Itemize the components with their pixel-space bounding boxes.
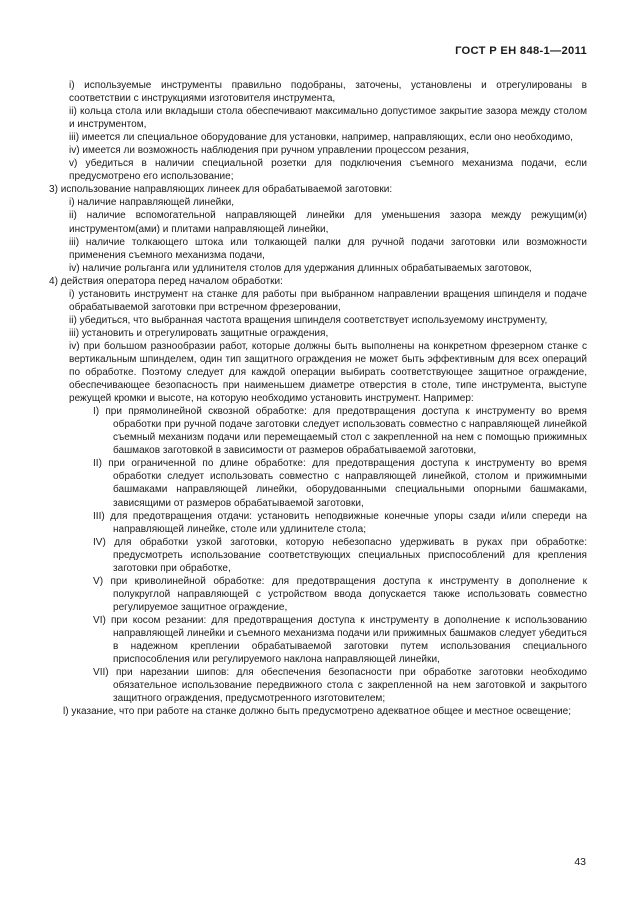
paragraph: iv) наличие рольганга или удлинителя столов для удержания длинных обрабатываемых заготовок,	[69, 262, 532, 274]
paragraph: I) при прямолинейной сквозной обработке: для предотвращения доступа к инструменту во время обработки при ручной подаче заготовки следует использовать совместно с направляющей линейкой съемный механизм подачи или перемещаемый стол с закрепленной на нем с помощью прижимных башмаков заготовкой в зависимости от размеров обрабатываемой заготовки,	[93, 406, 587, 457]
paragraph: l) указание, что при работе на станке должно быть предусмотрено адекватное общее и местное освещение;	[63, 706, 572, 718]
paragraph: i) наличие направляющей линейки,	[69, 197, 235, 209]
paragraph: i) установить инструмент на станке для работы при выбранном направлении вращения шпинделя и подаче обрабатываемой заготовки при встречном фрезеровании,	[69, 288, 587, 313]
paragraph: VII) при нарезании шипов: для обеспечения безопасности при обработке заготовки необходимо обязательное использование передвижного стола с закрепленной на нем заготовкой и закрытого защитного ограждения, предусмотренного изготовителем;	[93, 667, 587, 705]
paragraph: i) используемые инструменты правильно подобраны, заточены, установлены и отрегулированы в соответствии с инструкциями изготовителя инструмента,	[69, 80, 587, 105]
paragraph: ii) кольца стола или вкладыши стола обеспечивают максимально допустимое закрытие зазора между столом и инструментом,	[69, 106, 587, 131]
paragraph: V) при криволинейной обработке: для предотвращения доступа к инструменту в дополнение к полукруглой направляющей с устройством ввода допускается также использовать совместно регулируемое защитное ограждение,	[93, 575, 587, 613]
paragraph: iii) установить и отрегулировать защитные ограждения,	[69, 327, 329, 339]
paragraph: iv) при большом разнообразии работ, которые должны быть выполнены на конкретном фрезерном станке с вертикальным шпинделем, один тип защитного ограждения не может быть эффективным для всех операций по обработке. Поэтому следует для каждой операции выбирать соответствующее защитное ограждение, обеспечивающее безопасность при наименьшем диаметре отверстия в столе, типе инструмента, выступе режущей кромки и высоте, на которую необходимо установить инструмент. Например:	[69, 340, 587, 405]
paragraph: VI) при косом резании: для предотвращения доступа к инструменту в дополнение к использованию направляющей линейки и съемного механизма подачи или прижимных башмаков следует убедиться в надежном креплении обрабатываемой заготовки путем использования специального приспособления или регулируемого наклона направляющей линейки,	[93, 614, 587, 666]
paragraph: ii) наличие вспомогательной направляющей линейки для уменьшения зазора между режущим(и) инструментом(ами) и плитами направляющей линейки,	[69, 210, 587, 235]
paragraph: III) для предотвращения отдачи: установить неподвижные конечные упоры сзади и/или спереди на направляющей линейке, столе или удлинителе стола;	[93, 510, 587, 535]
page-number: 43	[574, 856, 586, 868]
paragraph: 4) действия оператора перед началом обработки:	[49, 275, 283, 287]
document-code: ГОСТ Р ЕН 848-1—2011	[455, 45, 587, 57]
paragraph: v) убедиться в наличии специальной розетки для подключения съемного механизма подачи, если предусмотрено его использование;	[69, 158, 587, 183]
paragraph: IV) для обработки узкой заготовки, которую небезопасно удерживать в руках при обработке: предусмотреть использование соответствующих специальных приспособлений для крепления заготовки при обработке,	[93, 536, 587, 574]
paragraph: iii) наличие толкающего штока или толкающей палки для ручной подачи заготовки или возможности применения съемного механизма подачи,	[69, 236, 587, 261]
paragraph: iii) имеется ли специальное оборудование для установки, например, направляющих, если оно необходимо,	[69, 132, 573, 144]
paragraph: 3) использование направляющих линеек для обрабатываемой заготовки:	[49, 184, 393, 196]
paragraph: iv) имеется ли возможность наблюдения при ручном управлении процессом резания,	[69, 145, 470, 157]
paragraph: II) при ограниченной по длине обработке: для предотвращения доступа к инструменту во время обработки следует использовать совместно с направляющей линейкой, столом и прижимными башмаками направляющей линейки, оборудованными специальными опорными башмаками, зависящими от размеров обрабатываемой заготовки,	[93, 458, 587, 509]
document-body	[39, 79, 587, 718]
paragraph: ii) убедиться, что выбранная частота вращения шпинделя соответствует используемому инструменту,	[69, 314, 548, 326]
